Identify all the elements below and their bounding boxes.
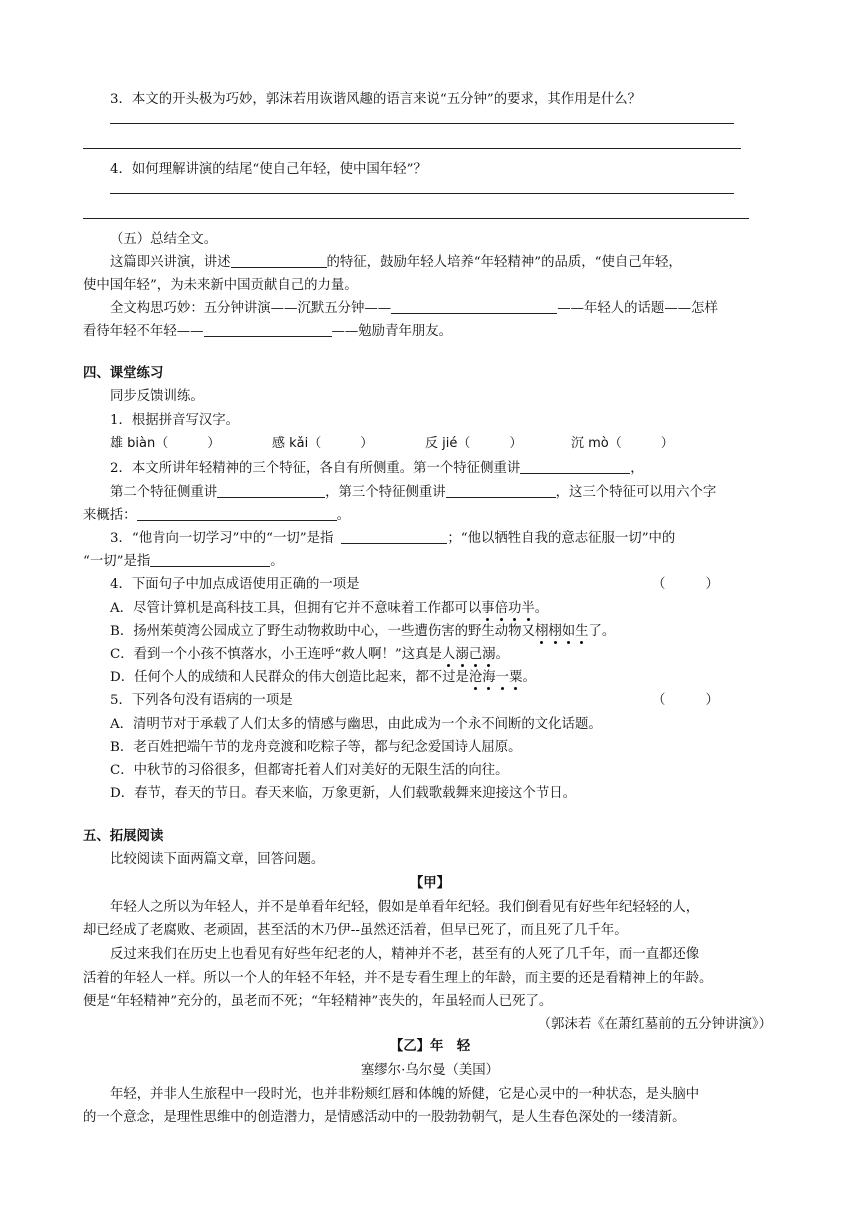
passage-b-line: 年轻，并非人生旅程中一段时光，也并非粉颊红唇和体魄的矫健，它是心灵中的一种状态，是头脑中 bbox=[110, 1087, 700, 1102]
question-4: 4．如何理解讲演的结尾“使自己年轻，使中国年轻”？ bbox=[110, 162, 427, 177]
question-3: 3．本文的开头极为巧妙，郭沫若用诙谐风趣的语言来说“五分钟”的要求，其作用是什么？ bbox=[110, 92, 642, 107]
pinyin-item-2: 感 kǎi（ ） bbox=[272, 436, 374, 451]
summary-paragraph-2-cont: 看待年轻不年轻—— ——勉励青年朋友。 bbox=[83, 324, 453, 339]
practice-q3-cont: “一切”是指 。 bbox=[83, 554, 284, 569]
summary-paragraph-2: 全文构思巧妙：五分钟讲演——沉默五分钟—— ——年轻人的话题——怎样 bbox=[110, 301, 718, 316]
answer-bracket[interactable]: （ ） bbox=[652, 577, 719, 592]
practice-q2-cont-2: 来概括： 。 bbox=[83, 508, 350, 523]
practice-intro: 同步反馈训练。 bbox=[110, 389, 204, 404]
fill-blank[interactable] bbox=[137, 506, 337, 521]
summary-paragraph-1: 这篇即兴讲演，讲述 的特征，鼓励年轻人培养“年轻精神”的品质，“使自己年轻， bbox=[110, 255, 682, 270]
pinyin-item-1: 雄 biàn（ ） bbox=[110, 436, 221, 451]
passage-a-line: 活着的年轻人一样。所以一个人的年轻不年轻，并不是专看生理上的年龄，而主要的还是看精神上的年龄。 bbox=[83, 971, 713, 986]
practice-q3: 3．“他肯向一切学习”中的“一切”是指 ；“他以牺牲自我的意志征服一切”中的 bbox=[110, 531, 676, 546]
option-4c: C．看到一个小孩不慎落水，小王连呼“救人啊！”这真是人溺己溺。 bbox=[110, 647, 509, 662]
passage-a-source: （郭沫若《在萧红墓前的五分钟讲演》） bbox=[537, 1017, 772, 1032]
passage-a-line: 便是“年轻精神”充分的，虽老而不死；“年轻精神”丧失的，年虽轻而人已死了。 bbox=[83, 994, 553, 1009]
option-4a: A．尽管计算机是高科技工具，但拥有它并不意味着工作都可以事倍功半。 bbox=[110, 601, 549, 616]
fill-blank[interactable] bbox=[391, 299, 557, 314]
passage-a-line: 反过来我们在历史上也看见有好些年纪老的人，精神并不老，甚至有的人死了几千年，而一直都还像 bbox=[110, 947, 700, 962]
fill-blank[interactable] bbox=[231, 253, 327, 268]
passage-a-line: 却已经成了老腐败、老顽固，甚至活的木乃伊--虽然还活着，但早已死了，而且死了几千年。 bbox=[83, 923, 628, 938]
answer-line bbox=[83, 148, 741, 149]
fill-blank[interactable] bbox=[341, 529, 447, 544]
fill-blank[interactable] bbox=[204, 322, 332, 337]
fill-blank[interactable] bbox=[520, 459, 630, 474]
passage-b-line: 的一个意念，是理性思维中的创造潜力，是情感活动中的一股勃勃朝气，是人生春色深处的一缕清新。 bbox=[83, 1110, 686, 1125]
summary-paragraph-1-cont: 使中国年轻”，为未来新中国贡献自己的力量。 bbox=[83, 278, 358, 293]
practice-q4: 4．下面句子中加点成语使用正确的一项是 bbox=[110, 577, 360, 592]
passage-b-title: 【乙】年 轻 bbox=[389, 1038, 471, 1054]
fill-blank[interactable] bbox=[217, 483, 325, 498]
option-4b: B．扬州茱萸湾公园成立了野生动物救助中心，一些遭伤害的野生动物又栩栩如生了。 bbox=[110, 624, 616, 639]
answer-bracket[interactable]: （ ） bbox=[652, 693, 719, 708]
summary-heading: （五）总结全文。 bbox=[110, 232, 218, 247]
practice-q5: 5．下列各句没有语病的一项是 bbox=[110, 693, 293, 708]
section-4-heading: 四、课堂练习 bbox=[83, 365, 164, 381]
practice-q2: 2．本文所讲年轻精神的三个特征，各自有所侧重。第一个特征侧重讲 ， bbox=[110, 461, 644, 476]
passage-b-author: 塞缪尔·乌尔曼（美国） bbox=[360, 1063, 500, 1078]
practice-q2-cont: 第二个特征侧重讲 ，第三个特征侧重讲 ，这三个特征可以用六个字 bbox=[110, 485, 717, 500]
option-5d: D．春节，春天的节日。春天来临，万象更新，人们载歌载舞来迎接这个节日。 bbox=[110, 786, 577, 801]
answer-line bbox=[110, 193, 734, 194]
section-5-heading: 五、拓展阅读 bbox=[83, 828, 164, 844]
option-5a: A．清明节对于承载了人们太多的情感与幽思，由此成为一个永不间断的文化话题。 bbox=[110, 717, 602, 732]
pinyin-item-3: 反 jié（ ） bbox=[425, 436, 523, 451]
answer-line bbox=[83, 218, 749, 219]
fill-blank[interactable] bbox=[150, 552, 270, 567]
practice-q1: 1．根据拼音写汉字。 bbox=[110, 413, 240, 428]
pinyin-item-4: 沉 mò（ ） bbox=[571, 436, 674, 451]
reading-intro: 比较阅读下面两篇文章，回答问题。 bbox=[110, 852, 325, 867]
option-5b: B．老百姓把端午节的龙舟竞渡和吃粽子等，都与纪念爱国诗人屈原。 bbox=[110, 740, 522, 755]
passage-a-line: 年轻人之所以为年轻人，并不是单看年纪轻，假如是单看年纪轻。我们倒看见有好些年纪轻轻的人， bbox=[110, 900, 700, 915]
fill-blank[interactable] bbox=[446, 483, 556, 498]
answer-line bbox=[110, 123, 734, 124]
option-4d: D．任何个人的成绩和人民群众的伟大创造比起来，都不过是沧海一粟。 bbox=[110, 670, 536, 685]
passage-a-title: 【甲】 bbox=[409, 875, 451, 891]
option-5c: C．中秋节的习俗很多，但都寄托着人们对美好的无限生活的向往。 bbox=[110, 763, 509, 778]
